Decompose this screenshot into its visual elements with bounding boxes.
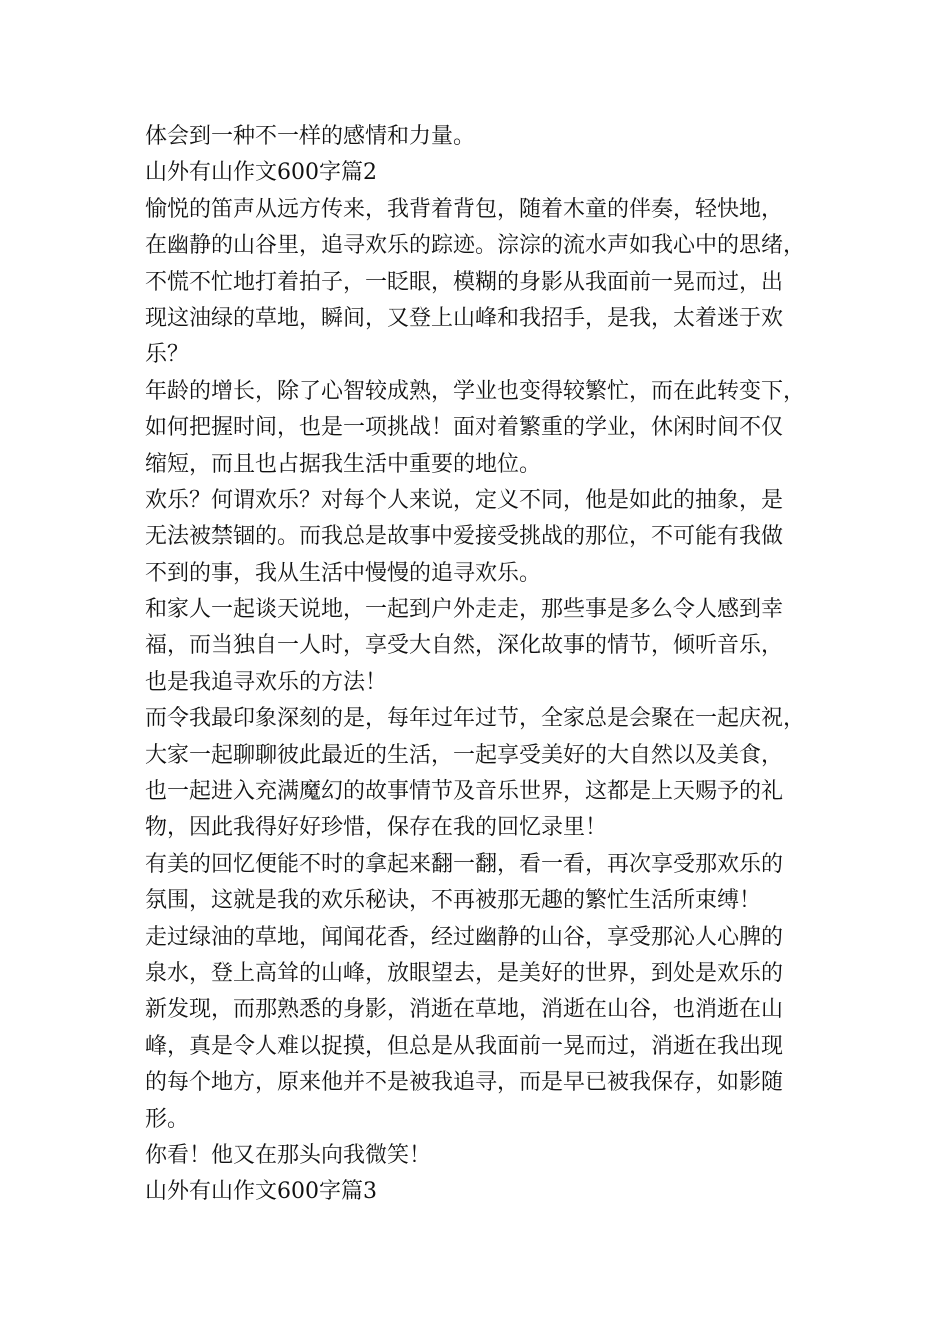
document-body	[145, 119, 835, 1211]
text-line: 福，而当独自一人时，享受大自然，深化故事的情节，倾听音乐，	[145, 633, 784, 659]
text-line: 走过绿油的草地，闻闻花香，经过幽静的山谷，享受那沁人心脾的	[145, 924, 784, 950]
text-line: 和家人一起谈天说地，一起到户外走走，那些事是多么令人感到幸	[145, 597, 784, 623]
text-line: 峰，真是令人难以捉摸，但总是从我面前一晃而过，消逝在我出现	[145, 1033, 784, 1059]
text-line: 不慌不忙地打着拍子，一眨眼，模糊的身影从我面前一晃而过，出	[145, 269, 784, 295]
text-line: 愉悦的笛声从远方传来，我背着背包，随着木童的伴奏，轻快地，	[145, 196, 784, 222]
text-line: 体会到一种不一样的感情和力量。	[145, 124, 476, 149]
text-line: 而令我最印象深刻的是，每年过年过节，全家总是会聚在一起庆祝，	[145, 706, 806, 732]
text-line: 缩短，而且也占据我生活中重要的地位。	[145, 451, 542, 477]
text-line: 你看！他又在那头向我微笑！	[145, 1142, 432, 1168]
text-line: 氛围，这就是我的欢乐秘诀，不再被那无趣的繁忙生活所束缚！	[145, 888, 762, 914]
text-line: 不到的事，我从生活中慢慢的追寻欢乐。	[145, 560, 542, 586]
text-line: 也一起进入充满魔幻的故事情节及音乐世界，这都是上天赐予的礼	[145, 779, 784, 805]
text-line: 如何把握时间，也是一项挑战！面对着繁重的学业，休闲时间不仅	[145, 415, 784, 441]
section-heading: 山外有山作文600字篇3	[145, 1179, 377, 1205]
text-line: 的每个地方，原来他并不是被我追寻，而是早已被我保存，如影随	[145, 1070, 784, 1096]
text-line: 物，因此我得好好珍惜，保存在我的回忆录里！	[145, 815, 608, 841]
text-line: 现这油绿的草地，瞬间，又登上山峰和我招手，是我，太着迷于欢	[145, 305, 784, 331]
text-line: 新发现，而那熟悉的身影，消逝在草地，消逝在山谷，也消逝在山	[145, 997, 784, 1023]
section-heading: 山外有山作文600字篇2	[145, 160, 377, 186]
text-line: 形。	[145, 1106, 190, 1132]
text-line: 乐？	[145, 342, 190, 368]
text-line: 年龄的增长，除了心智较成熟，学业也变得较繁忙，而在此转变下，	[145, 378, 806, 404]
text-line: 无法被禁锢的。而我总是故事中爱接受挑战的那位，不可能有我做	[145, 524, 784, 550]
text-line: 泉水，登上高耸的山峰，放眼望去，是美好的世界，到处是欢乐的	[145, 960, 784, 986]
text-line: 也是我追寻欢乐的方法！	[145, 669, 388, 695]
text-line: 大家一起聊聊彼此最近的生活，一起享受美好的大自然以及美食，	[145, 742, 784, 768]
text-line: 欢乐？何谓欢乐？对每个人来说，定义不同，他是如此的抽象，是	[145, 487, 784, 513]
text-line: 有美的回忆便能不时的拿起来翻一翻，看一看，再次享受那欢乐的	[145, 851, 784, 877]
text-line: 在幽静的山谷里，追寻欢乐的踪迹。淙淙的流水声如我心中的思绪，	[145, 233, 806, 259]
